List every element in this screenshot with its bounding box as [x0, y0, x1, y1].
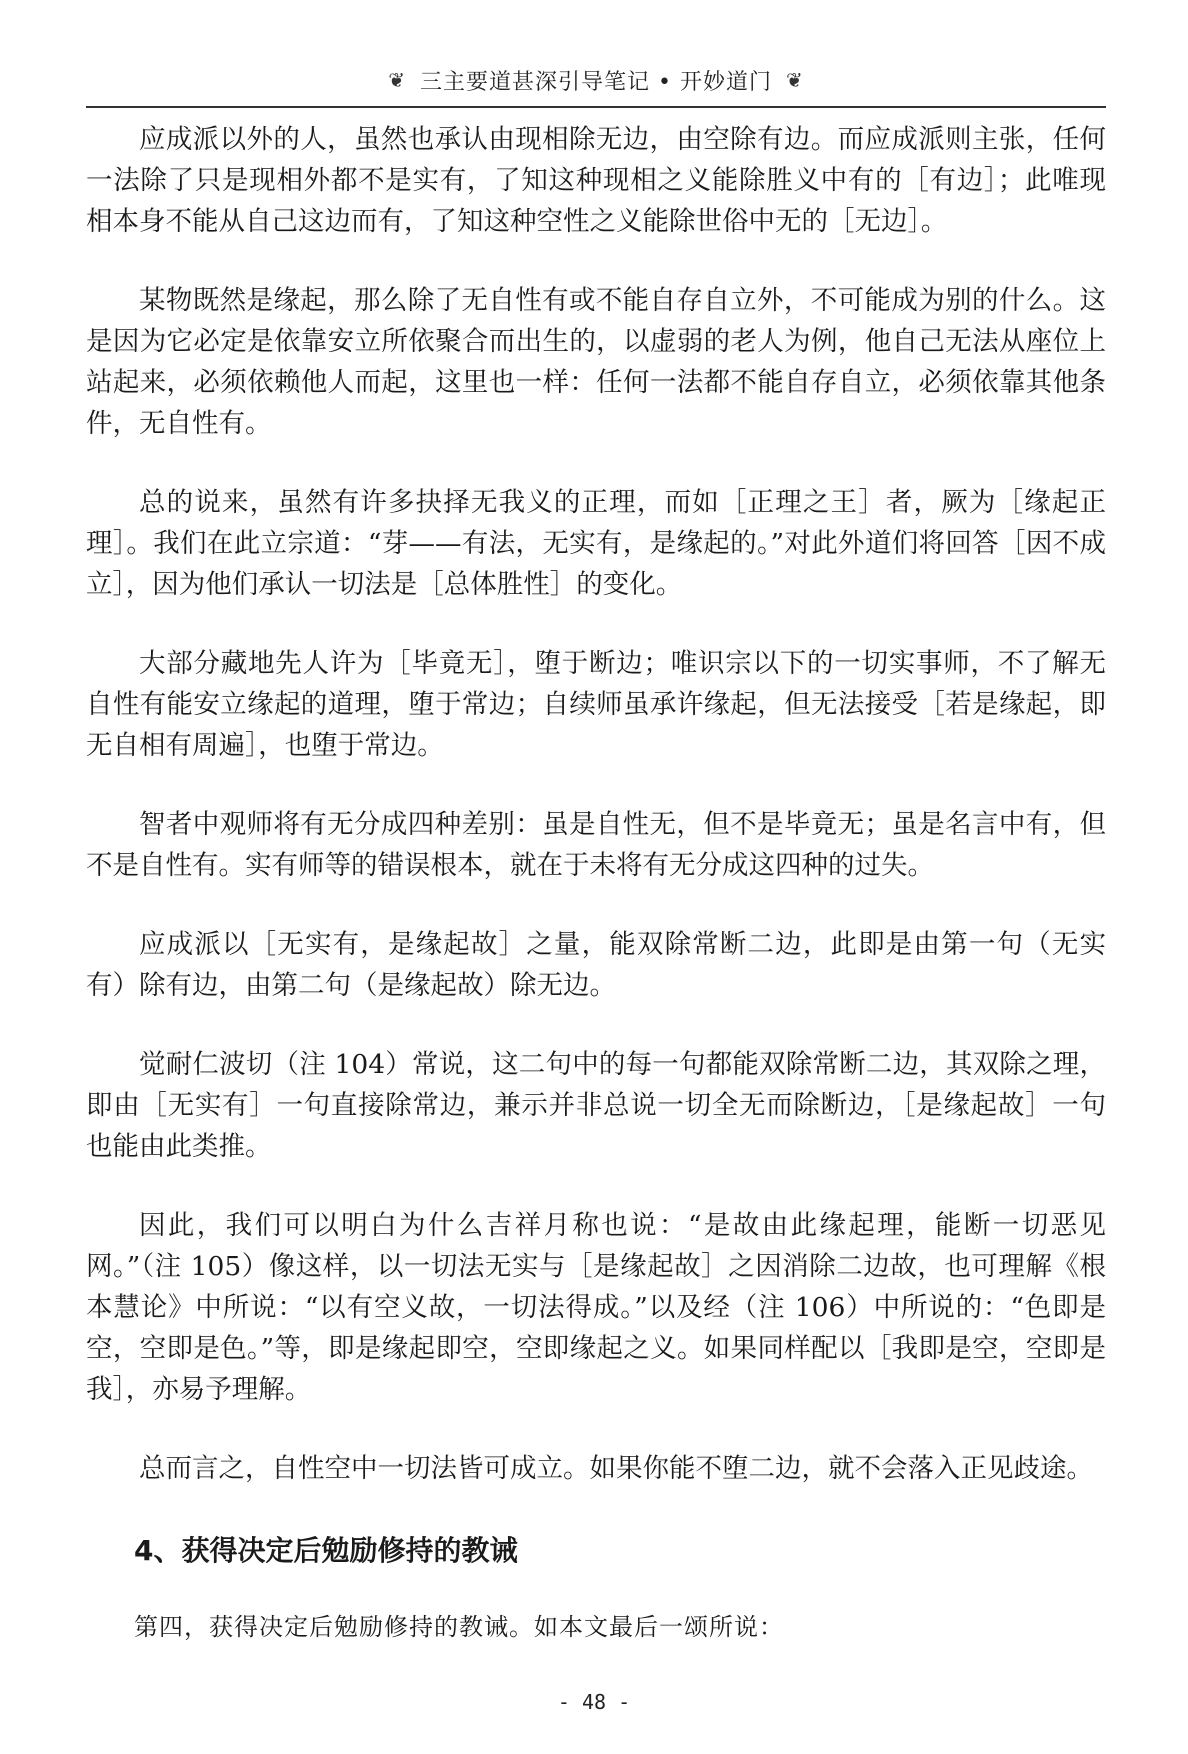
paragraph-2: 某物既然是缘起，那么除了无自性有或不能自存自立外，不可能成为别的什么。这是因为它必定是依靠安立所依聚合而出生的，以虚弱的老人为例，他自己无法从座位上站起来，必须依赖他人而起，这里也一样：任何一法都不能自存自立，必须依靠其他条件，无自性有。: [86, 285, 1106, 439]
header-rule: [86, 106, 1106, 108]
paragraph-8: 因此，我们可以明白为什么吉祥月称也说：“是故由此缘起理，能断一切恶见网。”（注 105）像这样，以一切法无实与［是缘起故］之因消除二边故，也可理解《根本慧论》中所说：“以有空义故，一切法得成。”以及经（注 106）中所说的：“色即是空，空即是色。”等，即是缘起即空，空即缘起之义。如果同样配以［我即是空，空即是我］，亦易予理解。: [86, 1210, 1106, 1405]
paragraph-1: 应成派以外的人，虽然也承认由现相除无边，由空除有边。而应成派则主张，任何一法除了只是现相外都不是实有，了知这种现相之义能除胜义中有的［有边］；此唯现相本身不能从自己这边而有，了知这种空性之义能除世俗中无的［无边］。: [86, 124, 1106, 237]
section-heading: 4、获得决定后勉励修持的教诫: [134, 1534, 518, 1567]
page-body: [86, 112, 1106, 1647]
left-ornament-icon: ❦: [388, 68, 407, 92]
page-number: - 48 -: [557, 1690, 631, 1714]
section-intro: 第四，获得决定后勉励修持的教诫。如本文最后一颂所说：: [134, 1613, 784, 1641]
right-ornament-icon: ❦: [785, 68, 804, 92]
header-title: 三主要道甚深引导笔记 • 开妙道门: [420, 69, 772, 95]
paragraph-9: 总而言之，自性空中一切法皆可成立。如果你能不堕二边，就不会落入正见歧途。: [139, 1453, 1093, 1484]
paragraph-3: 总的说来，虽然有许多抉择无我义的正理，而如［正理之王］者，厥为［缘起正理］。我们在此立宗道：“芽——有法，无实有，是缘起的。”对此外道们将回答［因不成立］，因为他们承认一切法是［总体胜性］的变化。: [86, 487, 1106, 600]
paragraph-4: 大部分藏地先人许为［毕竟无］，堕于断边；唯识宗以下的一切实事师，不了解无自性有能安立缘起的道理，堕于常边；自续师虽承许缘起，但无法接受［若是缘起，即无自相有周遍］，也堕于常边。: [86, 648, 1106, 761]
paragraph-7: 觉耐仁波切（注 104）常说，这二句中的每一句都能双除常断二边，其双除之理，即由［无实有］一句直接除常边，兼示并非总说一切全无而除断边，［是缘起故］一句也能由此类推。: [86, 1049, 1106, 1162]
paragraph-6: 应成派以［无实有，是缘起故］之量，能双除常断二边，此即是由第一句（无实有）除有边，由第二句（是缘起故）除无边。: [86, 929, 1106, 1001]
paragraph-5: 智者中观师将有无分成四种差别：虽是自性无，但不是毕竟无；虽是名言中有，但不是自性有。实有师等的错误根本，就在于未将有无分成这四种的过失。: [86, 809, 1106, 881]
running-header: [86, 52, 1106, 108]
